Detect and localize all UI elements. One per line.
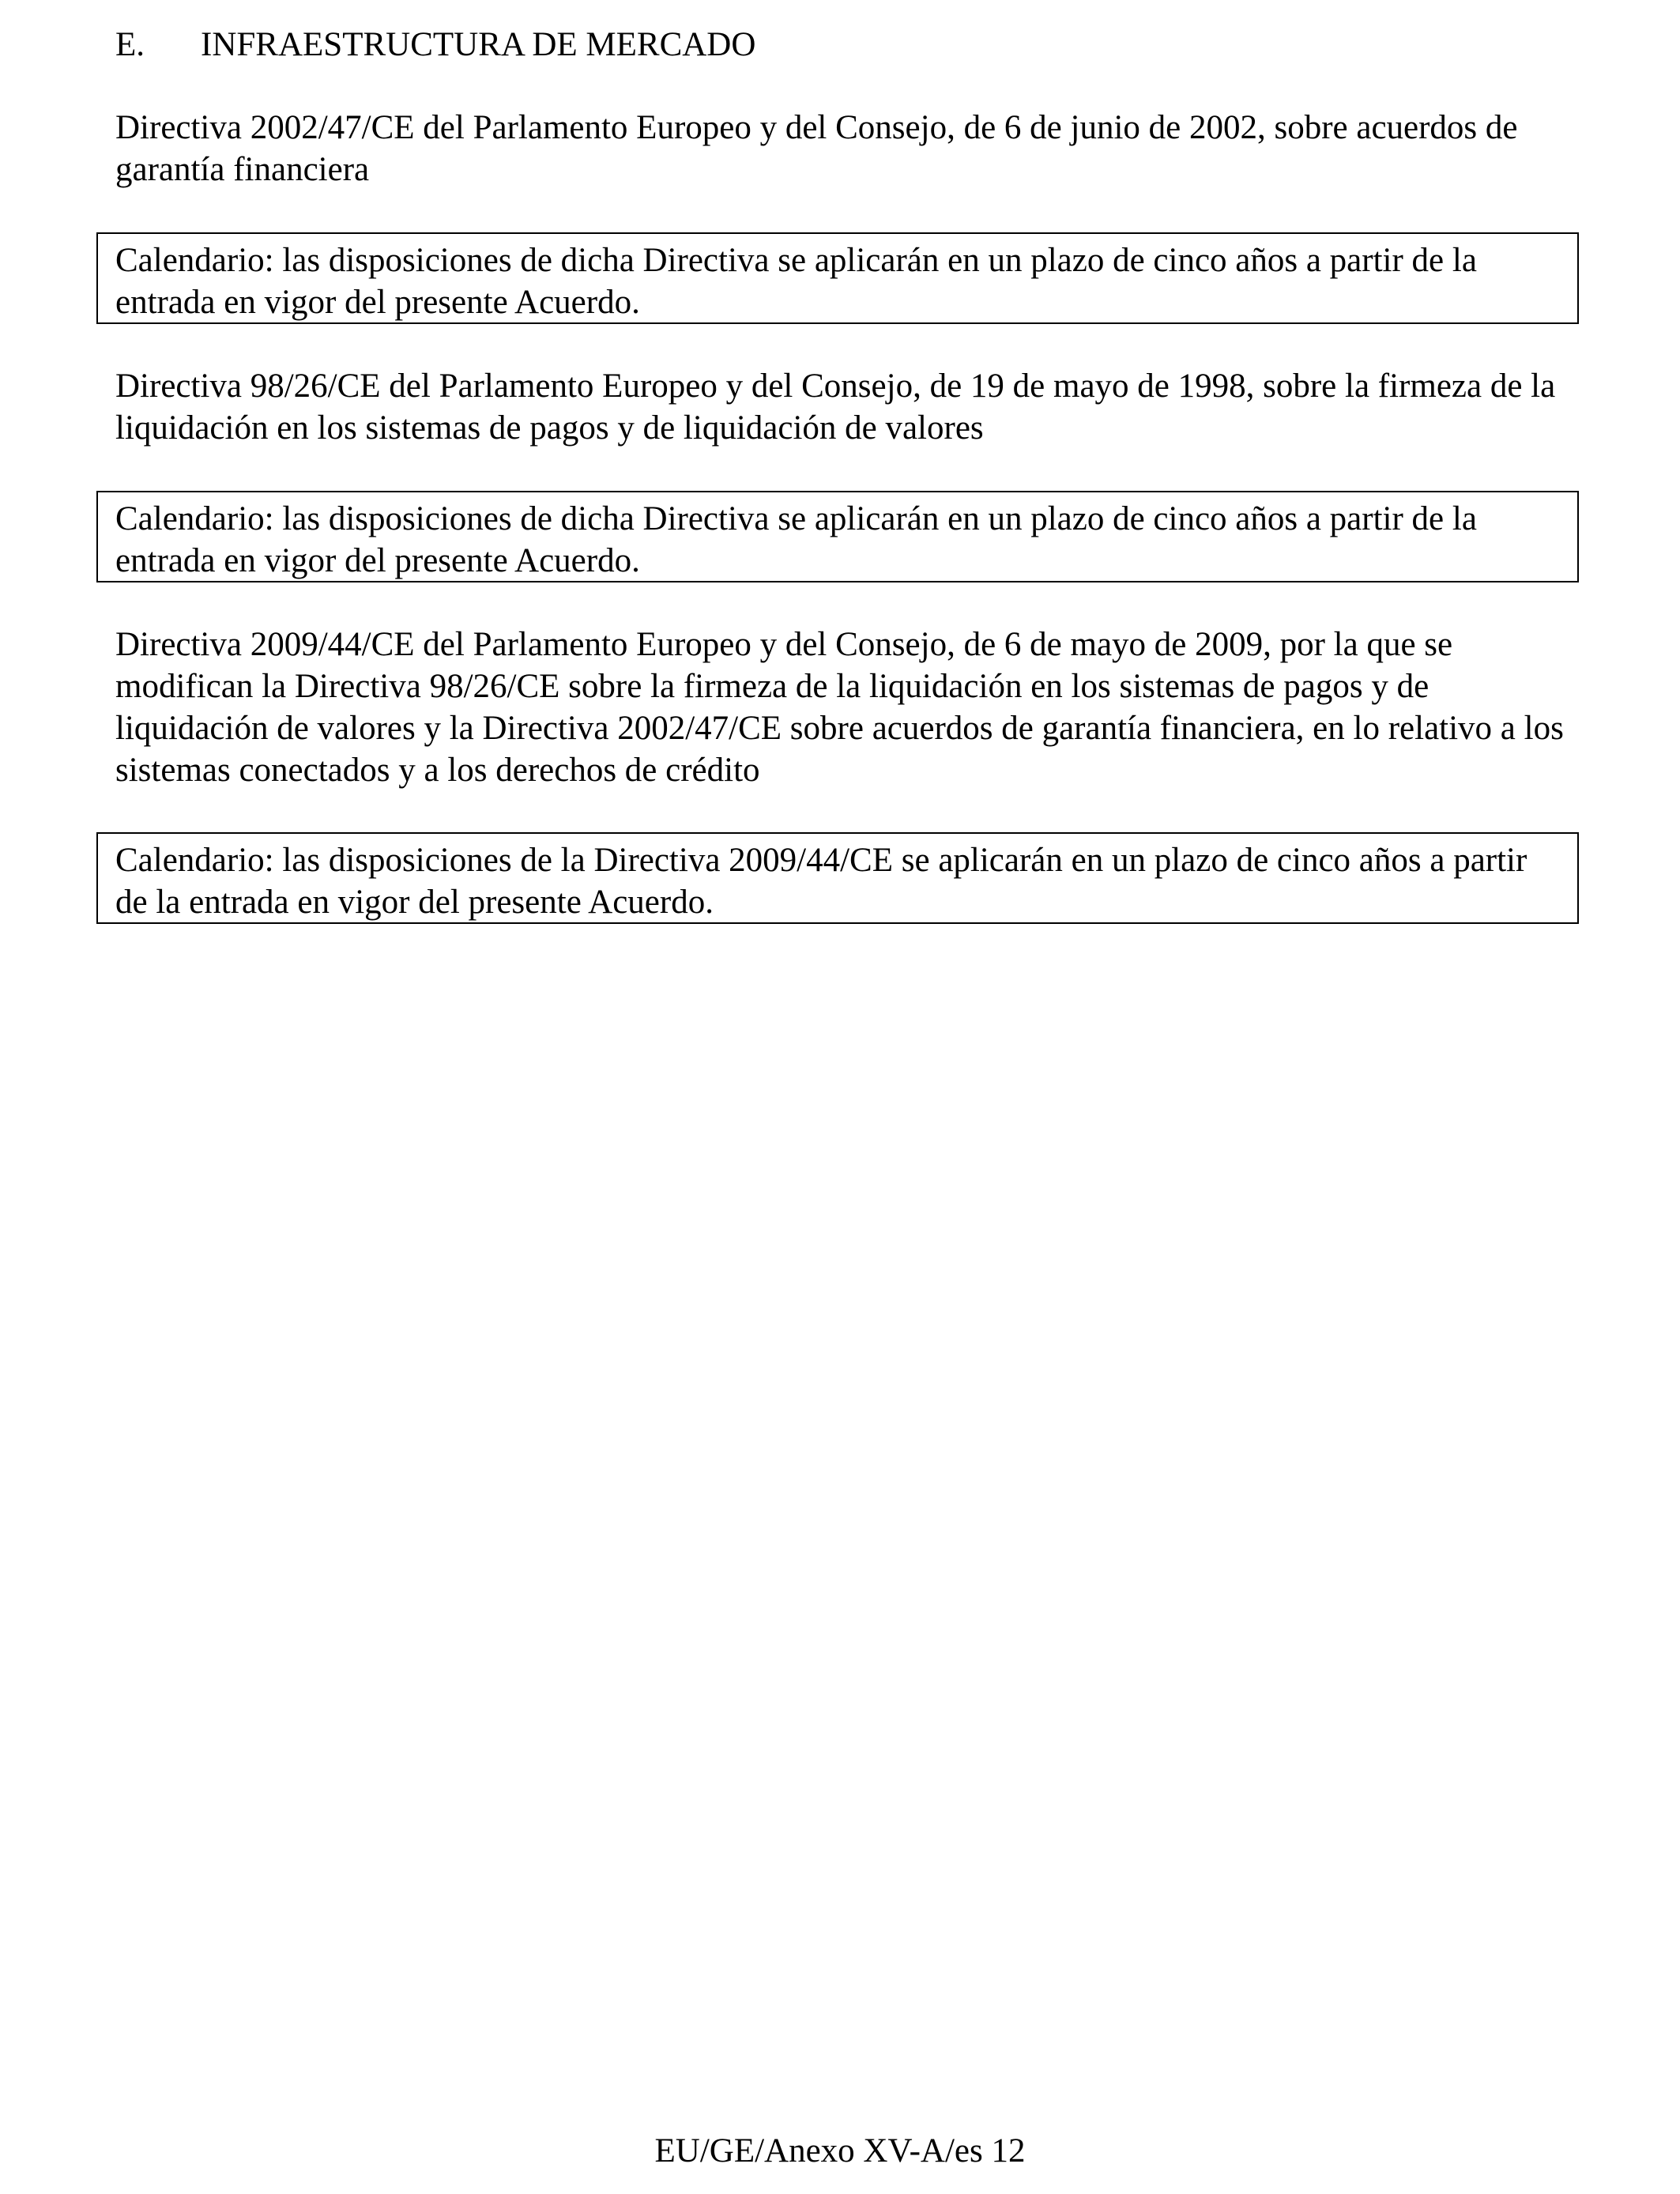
section-title: INFRAESTRUCTURA DE MERCADO: [201, 26, 756, 63]
directive-title: Directiva 2002/47/CE del Parlamento Europeo y del Consejo, de 6 de junio de 2002, sobre acuerdos de garantía financiera: [115, 109, 1518, 188]
calendar-note: Calendario: las disposiciones de dicha Directiva se aplicarán en un plazo de cinco años a partir de la entrada en vigor del presente Acuerdo.: [96, 232, 1579, 324]
directive-title: Directiva 2009/44/CE del Parlamento Europeo y del Consejo, de 6 de mayo de 2009, por la que se modifican la Directiva 98/26/CE sobre la firmeza de la liquidación en los sistemas de pagos y de liquidación de valores y la Directiva 2002/47/CE sobre acuerdos de garantía financiera, en lo relativo a los sistemas conectados y a los derechos de crédito: [115, 626, 1564, 789]
section-heading: [115, 24, 755, 66]
page-footer-reference: EU/GE/Anexo XV-A/es 12: [654, 2132, 1026, 2169]
directive-title: Directiva 98/26/CE del Parlamento Europeo y del Consejo, de 19 de mayo de 1998, sobre la firmeza de la liquidación en los sistemas de pagos y de liquidación de valores: [115, 368, 1556, 447]
section-letter: E.: [115, 26, 145, 63]
calendar-note: Calendario: las disposiciones de dicha Directiva se aplicarán en un plazo de cinco años a partir de la entrada en vigor del presente Acuerdo.: [96, 491, 1579, 582]
calendar-note: Calendario: las disposiciones de la Directiva 2009/44/CE se aplicarán en un plazo de cinco años a partir de la entrada en vigor del presente Acuerdo.: [96, 832, 1579, 924]
